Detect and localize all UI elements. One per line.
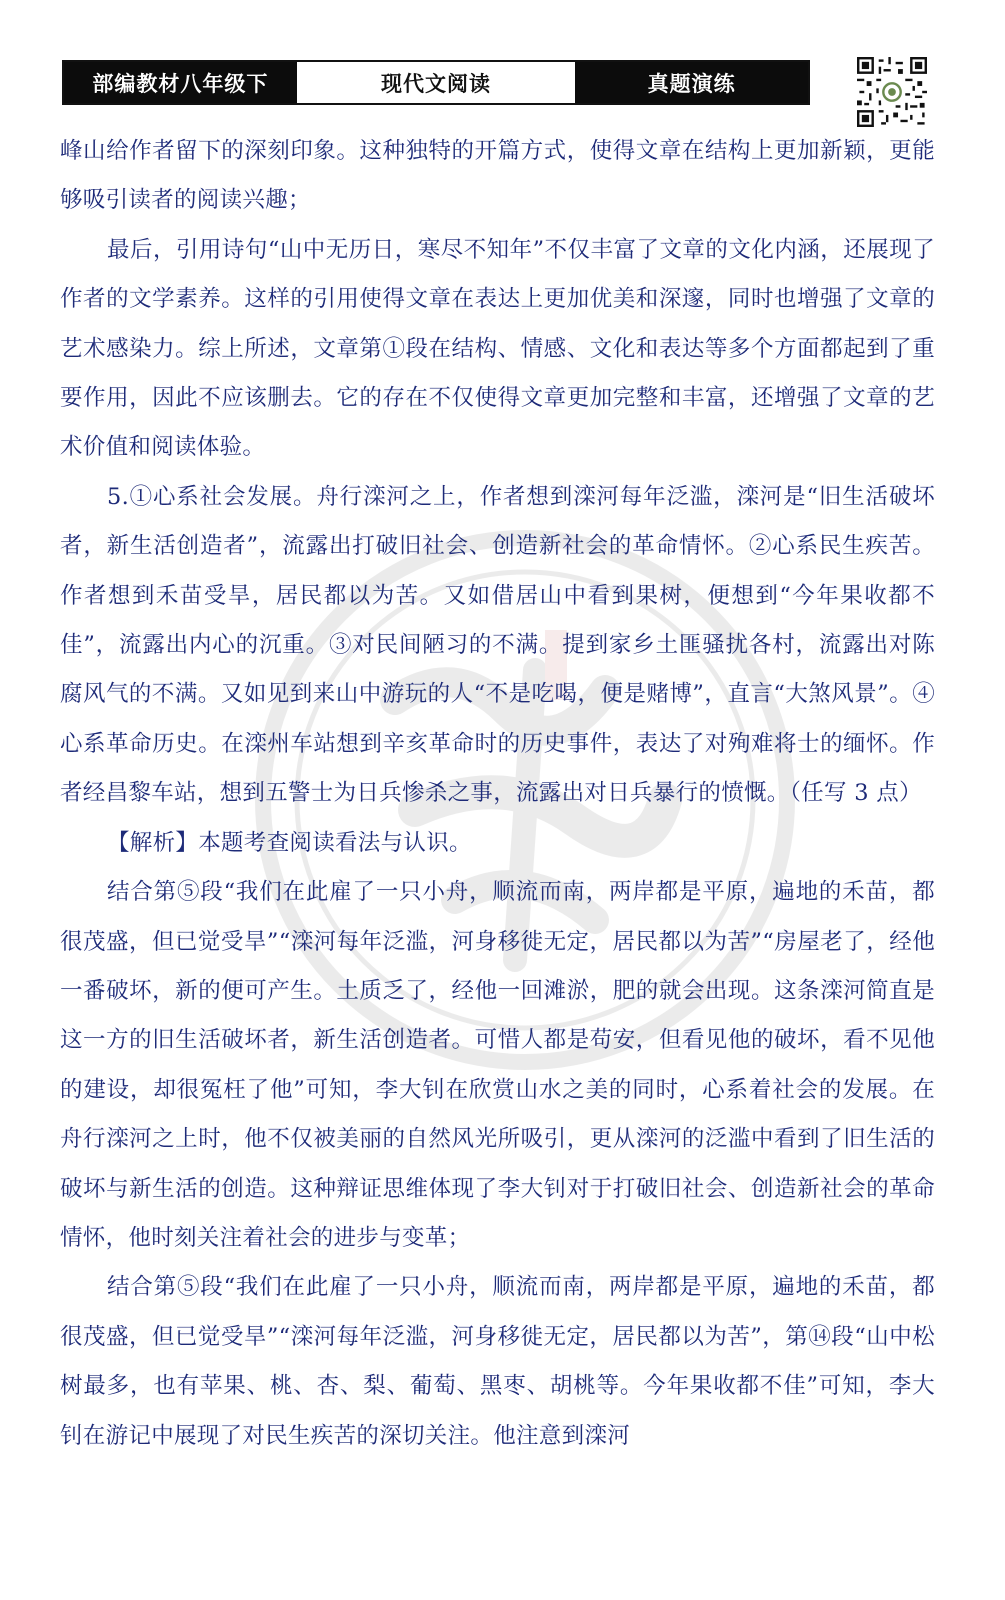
- header-section-label: 现代文阅读: [297, 62, 576, 103]
- paragraph: 结合第⑤段“我们在此雇了一只小舟，顺流而南，两岸都是平原，遍地的禾苗，都很茂盛，但已觉受旱”“滦河每年泛滥，河身移徙无定，居民都以为苦”，第⑭段“山中松树最多，也有苹果、桃、杏、梨、葡萄、黑枣、胡桃等。今年果收都不佳”可知，李大钊在游记中展现了对民生疾苦的深切关注。他注意到滦河: [60, 1274, 935, 1449]
- header-practice-label: 真题演练: [575, 62, 808, 103]
- paragraph: 峰山给作者留下的深刻印象。这种独特的开篇方式，使得文章在结构上更加新颖，更能够吸引读者的阅读兴趣；: [60, 138, 935, 214]
- paragraph: 结合第⑤段“我们在此雇了一只小舟，顺流而南，两岸都是平原，遍地的禾苗，都很茂盛，但已觉受旱”“滦河每年泛滥，河身移徙无定，居民都以为苦”“房屋老了，经他一番破坏，新的便可产生。土质乏了，经他一回滩淤，肥的就会出现。这条滦河简直是这一方的旧生活破坏者，新生活创造者。可惜人都是苟安，但看见他的破坏，看不见他的建设，却很冤枉了他”可知，李大钊在欣赏山水之美的同时，心系着社会的发展。在舟行滦河之上时，他不仅被美丽的自然风光所吸引，更从滦河的泛滥中看到了旧生活的破坏与新生活的创造。这种辩证思维体现了李大钊对于打破旧社会、创造新社会的革命情怀，他时刻关注着社会的进步与变革；: [60, 879, 935, 1251]
- answer-5-paragraph: 5.①心系社会发展。舟行滦河之上，作者想到滦河每年泛滥，滦河是“旧生活破坏者，新生活创造者”，流露出打破旧社会、创造新社会的革命情怀。②心系民生疾苦。作者想到禾苗受旱，居民都以为苦。又如借居山中看到果树，便想到“今年果收都不佳”，流露出内心的沉重。③对民间陋习的不满。提到家乡土匪骚扰各村，流露出对陈腐风气的不满。又如见到来山中游玩的人“不是吃喝，便是赌博”，直言“大煞风景”。④心系革命历史。在滦州车站想到辛亥革命时的历史事件，表达了对殉难将士的缅怀。作者经昌黎车站，想到五警士为日兵惨杀之事，流露出对日兵暴行的愤慨。（任写 3 点）: [60, 483, 935, 807]
- paragraph: 最后，引用诗句“山中无历日，寒尽不知年”不仅丰富了文章的文化内涵，还展现了作者的文学素养。这样的引用使得文章在表达上更加优美和深邃，同时也增强了文章的艺术感染力。综上所述，文章第①段在结构、情感、文化和表达等多个方面都起到了重要作用，因此不应该删去。它的存在不仅使得文章更加完整和丰富，还增强了文章的艺术价值和阅读体验。: [60, 236, 935, 461]
- analysis-heading: 【解析】本题考查阅读看法与认识。: [107, 829, 472, 856]
- qr-code-icon: [857, 57, 927, 127]
- header-grade-label: 部编教材八年级下: [64, 62, 297, 103]
- answer-body: [60, 127, 935, 1461]
- page-header-bar: [62, 60, 810, 105]
